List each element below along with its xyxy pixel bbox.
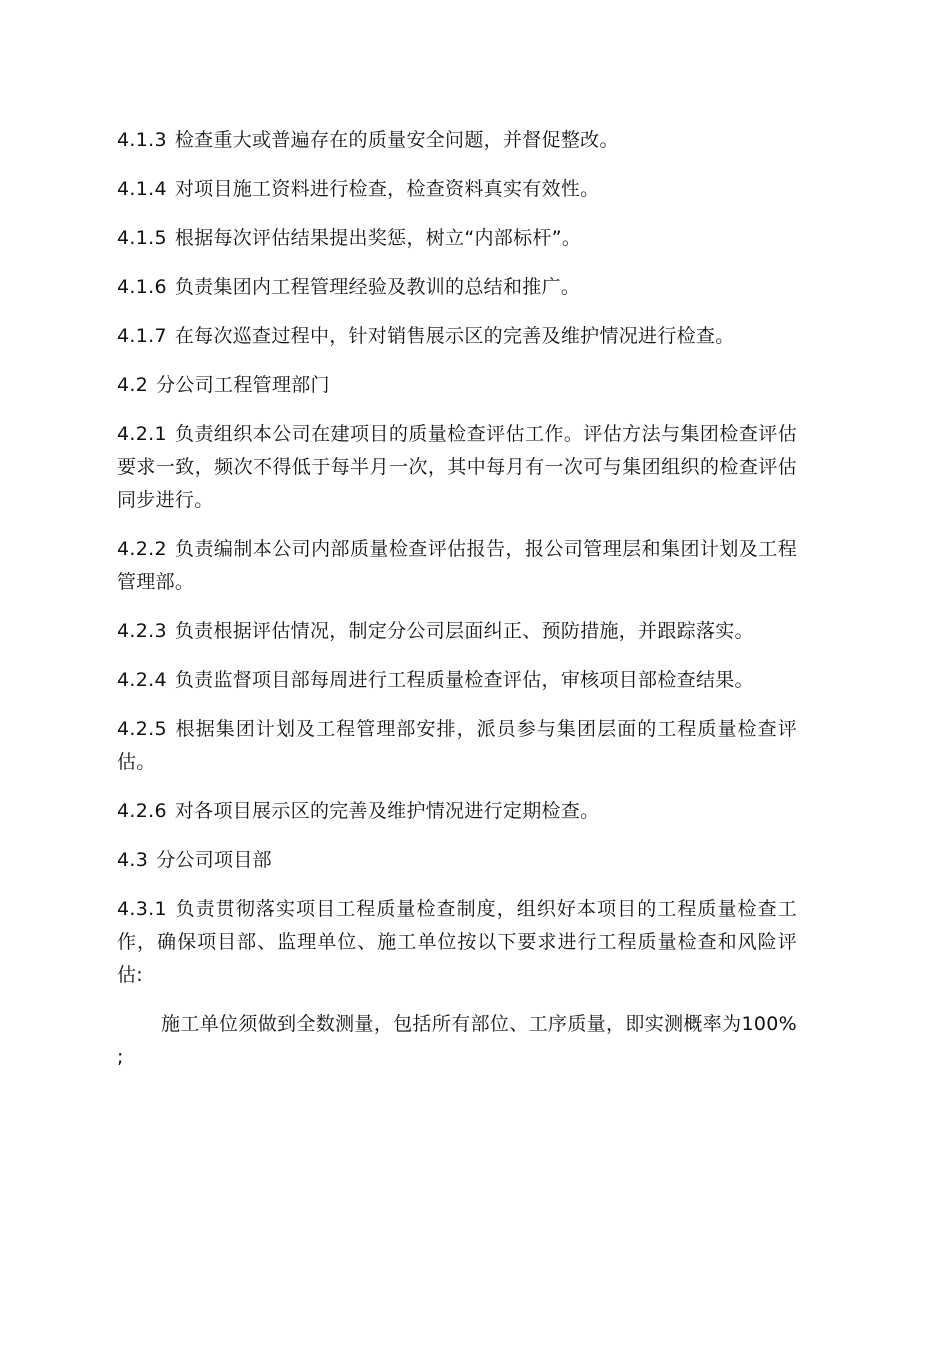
paragraph-text: 检查重大或普遍存在的质量安全问题，并督促整改。	[174, 129, 619, 151]
paragraph-text: 根据集团计划及工程管理部安排，派员参与集团层面的工程质量检查评估。	[117, 718, 797, 773]
paragraph-4-2-5	[117, 713, 797, 779]
section-title: 分公司工程管理部门	[156, 374, 330, 396]
section-heading-4-2	[117, 369, 797, 402]
section-title: 分公司项目部	[156, 849, 272, 871]
section-heading-4-3	[117, 844, 797, 877]
paragraph-4-3-1	[117, 893, 797, 992]
section-number: 4.2.3	[117, 620, 167, 642]
paragraph-4-2-3	[117, 615, 797, 648]
paragraph-4-2-2	[117, 533, 797, 599]
paragraph-text: 负责集团内工程管理经验及教训的总结和推广。	[174, 276, 581, 298]
document-body	[117, 124, 797, 1090]
paragraph-text: 负责监督项目部每周进行工程质量检查评估，审核项目部检查结果。	[174, 669, 754, 691]
paragraph-text: 在每次巡查过程中，针对销售展示区的完善及维护情况进行检查。	[174, 325, 735, 347]
paragraph-text: 负责根据评估情况，制定分公司层面纠正、预防措施，并跟踪落实。	[174, 620, 754, 642]
section-number: 4.1.6	[117, 276, 167, 298]
section-number: 4.2.1	[117, 423, 167, 445]
section-number: 4.1.4	[117, 178, 167, 200]
paragraph-4-1-5	[117, 222, 797, 255]
paragraph-4-2-4	[117, 664, 797, 697]
paragraph-4-1-7	[117, 320, 797, 353]
section-number: 4.2.5	[117, 718, 167, 740]
paragraph-4-2-1	[117, 418, 797, 517]
section-number: 4.3.1	[117, 898, 167, 920]
paragraph-4-1-4	[117, 173, 797, 206]
section-number: 4.2.2	[117, 538, 167, 560]
paragraph-text: 负责贯彻落实项目工程质量检查制度，组织好本项目的工程质量检查工作，确保项目部、监理单位、施工单位按以下要求进行工程质量检查和风险评估:	[117, 898, 797, 986]
paragraph-text: 负责组织本公司在建项目的质量检查评估工作。评估方法与集团检查评估要求一致，频次不得低于每半月一次，其中每月有一次可与集团组织的检查评估同步进行。	[117, 423, 797, 511]
paragraph-4-2-6	[117, 795, 797, 828]
paragraph-text: 对各项目展示区的完善及维护情况进行定期检查。	[174, 800, 600, 822]
section-number: 4.1.3	[117, 129, 167, 151]
indented-paragraph: 施工单位须做到全数测量，包括所有部位、工序质量，即实测概率为100% ;	[117, 1013, 797, 1068]
paragraph-text: 对项目施工资料进行检查，检查资料真实有效性。	[174, 178, 600, 200]
section-number: 4.2	[117, 374, 149, 396]
paragraph-4-1-3	[117, 124, 797, 157]
section-number: 4.2.6	[117, 800, 167, 822]
paragraph-text: 负责编制本公司内部质量检查评估报告，报公司管理层和集团计划及工程管理部。	[117, 538, 797, 593]
section-number: 4.3	[117, 849, 149, 871]
section-number: 4.2.4	[117, 669, 167, 691]
section-number: 4.1.7	[117, 325, 167, 347]
section-number: 4.1.5	[117, 227, 167, 249]
paragraph-text: 根据每次评估结果提出奖惩，树立“内部标杆”。	[174, 227, 582, 249]
paragraph-4-1-6	[117, 271, 797, 304]
